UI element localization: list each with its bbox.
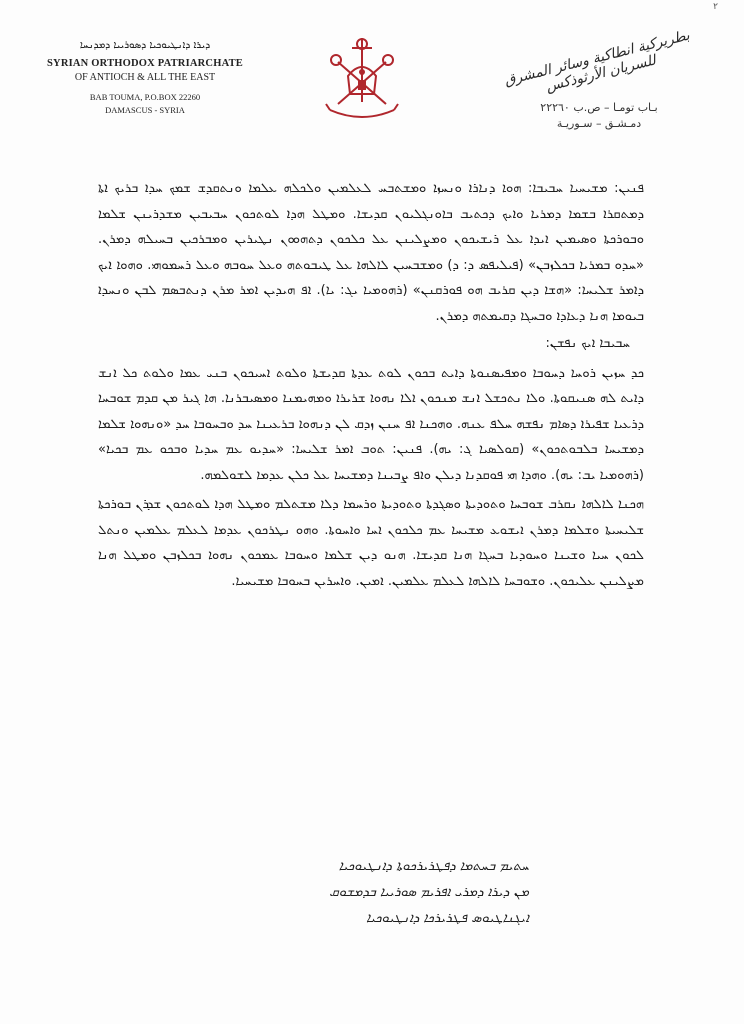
signature-line-3: ܐܝܓܢܐܛܝܘܣ ܦܛܪܝܪܟܐ ܕܐܢܛܝܘܟܝܐ	[366, 911, 529, 926]
letterhead-left	[40, 40, 250, 117]
body-paragraph-3: ܗܟܢܐ ܠܐܠܗܐ ܢܩܪܒ ܫܘܒܚܐ ܘܬܘܕܝܬܐ ܘܣܓܕܬܐ ܘܬܘܕܝܬܐ ܘܪܚܡܐ ܕܠܐ ܡܫܬܠܡ ܘܡܛܠ ܗܕܐ ܠܘܬܟܘܢ ܫܕܪܢ ܒܘܪܟܬܐ ܫܠܝܚܝܬܐ ܘܫܠܡܐ ܕܡܪܢ ܐܝܫܘܥ ܡܫܝܚܐ ܥܡ ܟܠܟܘܢ ܐܚܐ ܘܐܚܘܬܐ. ܘܗܘ ܢܛܪܟܘܢ ܥܕܡܐ ܠܥܠܡ ܥܠܡܝܢ ܘܢܬܠ ܠܟܘܢ ܚܝܐ ܘܫܝܢܐ ܘܚܘܕܝܐ ܒܚܓܐ ܗܢܐ ܩܕܝܫܐ. ܗܢܘ ܕܝܢ ܫܠܡܐ ܘܚܘܒܐ ܥܡܟܘܢ ܢܗܘܐ ܒܟܠܙܒܢ ܘܡܛܠ ܗܢܐ ܡܨܠܝܢܢ ܥܠܝܟܘܢ. ܘܫܘܒܚܐ ܠܐܠܗܐ ܠܥܠܡ ܥܠܡܝܢ. ܐܡܝܢ. ܘܐܚܪܝܢ ܒܚܘܒܐ ܡܫܝܚܝܐ.	[98, 497, 644, 589]
letterhead-syriac-title: ܕܝܪܐ ܕܐܢܛܝܘܟܝܐ ܕܣܘܪܝܝܐ ܕܡܕܢܚܐ	[79, 40, 211, 51]
body-paragraph-2: ܟܕ ܚܙܝܢ ܪܘܚܐ ܕܚܘܒܐ ܘܡܦܝܣܢܘܬܐ ܕܐܝܬ ܒܟܘܢ ܠܘܬ ܥܕܬܐ ܩܕܝܫܬܐ ܘܠܘܬ ܐܚܝܟܘܢ ܒܢܝ ܥܡܐ ܘܠܘܬ ܟܠ ܐܢܫ ܕܐܝܬ ܠܗ ܣܢܝܩܘܬܐ. ܘܠܐ ܢܬܟܫܠ ܐܢܫ ܡܢܟܘܢ ܐܠܐ ܢܗܘܐ ܫܪܝܪܐ ܘܡܗܝܡܢܐ ܘܡܣܝܒܪܢܐ. ܗܐ ܓܝܪ ܡܢ ܩܕܡ ܫܘܒܚܐ ܕܪܥܝܐ ܫܦܝܪܐ ܕܣܐܡ ܢܦܫܗ ܚܠܦ ܥܢܗ. ܘܗܟܢܐ ܐܦ ܚܢܢ ܙܕܩ ܠܢ ܕܢܗܘܐ ܒܪܥܝܢܐ ܚܕ ܘܒܚܘܒܐ ܚܕ «ܘܢܗܘܐ ܫܠܡܐ ܕܡܫܝܚܐ ܒܠܒܘܬܟܘܢ» (ܩܘܠܣܝܐ ܓ: ܝܗ). ܦܢܝܢ: ܬܘܒ ܐܡܪ ܫܠܝܚܐ: «ܚܕܝܘ ܥܡ ܚܕܝܐ ܘܒܟܘ ܥܡ ܒܟܝܐ» (ܪܗܘܡܝܐ ܝܒ: ܝܗ). ܘܗܕܐ ܗܝ ܦܘܩܕܢܐ ܕܝܠܢ ܘܐܦ ܨܒܝܢܐ ܕܡܫܝܚܐ ܥܠ ܟܠܢ ܥܕܡܐ ܠܫܘܠܡܗ.	[98, 365, 644, 483]
patriarchal-emblem-icon	[316, 32, 408, 124]
letterhead-address-line2: DAMASCUS - SYRIA	[105, 105, 185, 115]
letterhead-arabic-address-line2: دمـشـق – سـوريـة	[556, 117, 642, 130]
letterhead-title: SYRIAN ORTHODOX PATRIARCHATE	[47, 58, 243, 69]
emblem-graphic	[316, 32, 408, 124]
signature-line-1: ܚܬܝܡ ܒܚܬܡܐ ܕܦܛܪܝܪܟܘܬܐ ܕܐܢܛܝܘܟܝܐ	[338, 859, 529, 874]
letterhead-address-line1: BAB TOUMA, P.O.BOX 22260	[89, 92, 201, 102]
body-paragraph-1: ܦܢܝܢ: ܡܫܝܚܝܐ ܚܒܝܒܐ: ܗܘܐ ܕܢܐܪܐ ܘܢܚܙܐ ܘܡܫܬܒܚ ܠܥܠܡܝܢ ܘܠܟܠܗ ܥܠܡܐ ܘܢܬܩܕܫ ܫܡܟ ܚܕܐ ܒܪܝܟ ܐܬܐ ܕܡܬܩܪܐ ܒܫܡܐ ܕܡܪܝܐ ܘܐܝܟ ܕܟܬܝܒ ܒܐܘܢܓܠܝܘܢ ܩܕܝܫܐ. ܘܡܛܠ ܗܕܐ ܠܘܬܟܘܢ ܚܒܝܒܝܢ ܡܫܕܪܝܢܢ ܫܠܡܐ ܘܒܘܪܟܬܐ ܘܣܝܡܝܢ ܐܝܕܐ ܥܠ ܪܝܫܝܟܘܢ ܘܡܨܠܝܢܢ ܥܠ ܟܠܟܘܢ ܕܬܗܘܘܢ ܢܛܝܪܝܢ ܘܡܒܪܟܝܢ ܒܚܝܠܗ ܕܡܪܢ. «ܚܕܘ ܒܡܪܝܐ ܒܟܠܙܒܢ» (ܦܝܠܝܦܣ ܕ: ܕ) ܘܡܫܒܚܝܢ ܠܐܠܗܐ ܥܠ ܛܝܒܘܬܗ ܘܥܠ ܚܘܒܗ ܘܥܠ ܪܚܡܘܗܝ. ܘܗܘܐ ܐܝܟ ܕܐܡܪ ܫܠܝܚܐ: «ܗܫܐ ܕܝܢ ܩܪܝܒ ܗܘ ܦܘܪܩܢܢ» (ܪܗܘܡܝܐ ܝܓ: ܝܐ). ܐܦ ܗܝܕܝܢ ܐܡܪ ܡܪܢ ܕܢܬܒܣܡ ܠܒܢ ܘܢܚܕܐ ܒܝܘܡܐ ܗܢܐ ܕܥܐܕܐ ܘܒܚܓܐ ܕܩܝܡܬܗ ܕܡܪܢ.	[98, 181, 644, 324]
signature-block	[150, 854, 529, 932]
corner-page-mark: ۲	[713, 2, 718, 12]
letterhead-arabic-address-line1: بـاب تومـا – ص.ب ٢٢٢٦٠	[540, 101, 658, 114]
body-opener: ܚܒܝܒܐ ܐܝܟ ܢܦܫܢ:	[545, 336, 630, 351]
letterhead-right	[494, 27, 704, 132]
letterhead-arabic-calligraphy: بطريركية انطاكية وسائر المشرق للسريان الأرثوذكس	[502, 27, 692, 96]
signature-line-2: ܡܢ ܕܝܪܐ ܕܡܪܝ ܐܦܪܝܡ ܣܘܪܝܝܐ ܒܕܡܫܘܩ	[329, 885, 529, 900]
letter-body	[98, 176, 644, 594]
letterhead-subtitle: OF ANTIOCH & ALL THE EAST	[74, 72, 216, 83]
